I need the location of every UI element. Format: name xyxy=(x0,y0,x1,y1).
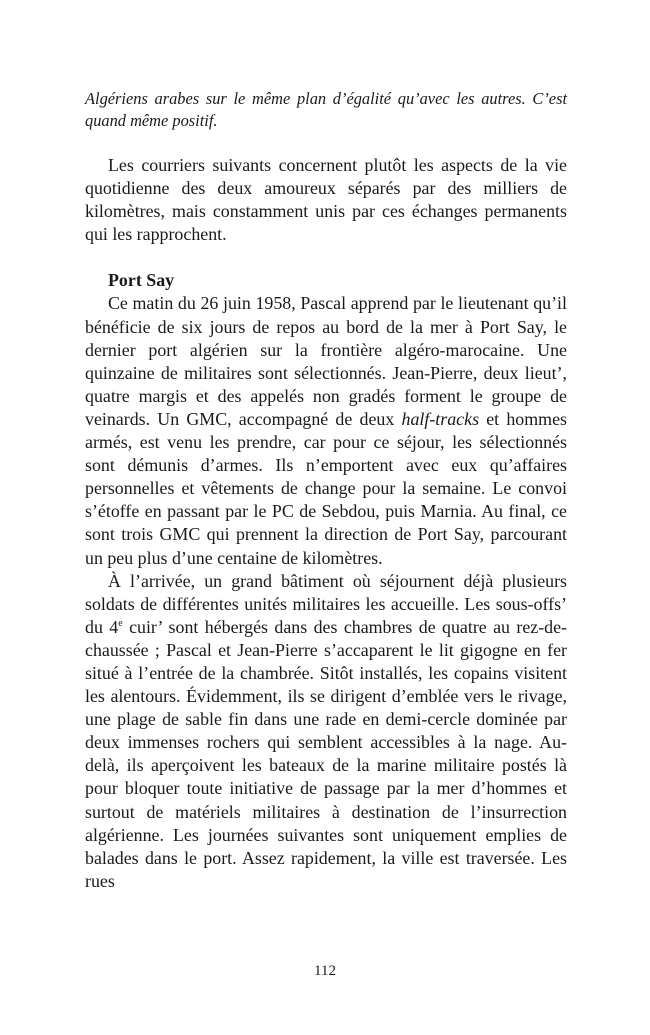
paragraph-port-say xyxy=(85,292,567,569)
intro-quote: Algériens arabes sur le même plan d’égalité qu’avec les autres. C’est quand même positif. xyxy=(85,89,567,130)
spacer xyxy=(85,246,567,269)
paragraph-text: cuir’ sont hébergés dans des chambres de quatre au rez-de-chaussée ; Pascal et Jean-Pierre s’accaparent le lit gigogne en fer situé à l’entrée de la chambrée. Sitôt installés, les copains visitent les alentours. Évidemment, ils se dirigent d’emblée vers le rivage, une plage de sable fin dans une rade en demi-cercle dominée par deux immenses rochers qui semblent accessibles à la nage. Au-delà, ils aperçoivent les bateaux de la marine militaire postés là pour bloquer toute initiative de passage par la mer d’hommes et surtout de matériels militaires à destination de l’insurrection algérienne. Les journées suivantes sont uniquement emplies de balades dans le port. Assez rapidement, la ville est traversée. Les rues xyxy=(85,616,568,891)
spacer xyxy=(85,131,567,154)
page-number: 112 xyxy=(314,963,336,979)
paragraph-courriers: Les courriers suivants concernent plutôt les aspects de la vie quotidienne des deux amoureux séparés par des milliers de kilomètres, mais constamment unis par ces échanges permanents qui les rapprochent. xyxy=(85,155,567,245)
paragraph-text: À l’arrivée, un grand bâtiment où séjournent déjà plusieurs soldats de différentes unités militaires les accueille. Les sous-offs’ du 4 xyxy=(85,570,567,637)
paragraph-text: et hommes armés, est venu les prendre, car pour ce séjour, les sélectionnés sont démunis d’armes. Ils n’emportent avec eux qu’affaires personnelles et vêtements de change pour la semaine. Le convoi s’étoffe en passant par le PC de Sebdou, puis Marnia. Au final, ce sont trois GMC qui prennent la direction de Port Say, parcourant un peu plus d’une centaine de kilomètres. xyxy=(85,408,567,568)
paragraph-text: Ce matin du 26 juin 1958, Pascal apprend par le lieutenant qu’il bénéficie de six jours de repos au bord de la mer à Port Say, le dernier port algérien sur la frontière algéro-marocaine. Une quinzaine de militaires sont sélectionnés. Jean-Pierre, deux lieut’, quatre margis et des appelés non gradés forment le groupe de veinards. Un GMC, accompagné de deux xyxy=(85,293,567,429)
paragraph-arrivee xyxy=(85,570,567,893)
section-heading: Port Say xyxy=(108,270,175,291)
page-body xyxy=(85,88,567,893)
ordinal-superscript: e xyxy=(118,617,123,629)
italic-term: half-tracks xyxy=(401,408,480,429)
